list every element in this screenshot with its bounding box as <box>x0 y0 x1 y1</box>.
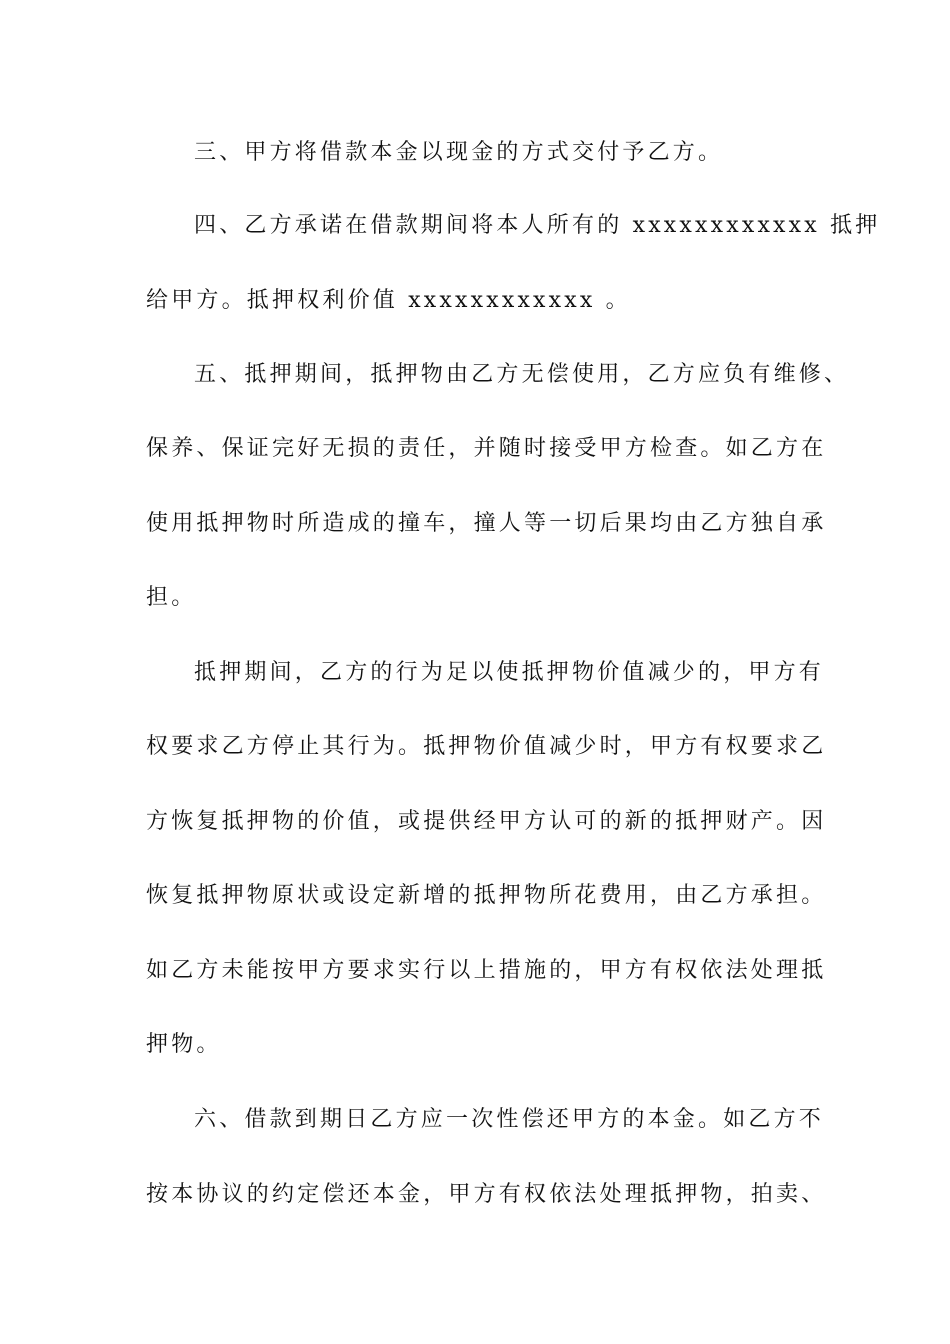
paragraph-mortgage-line-3: 方恢复抵押物的价值，或提供经甲方认可的新的抵押财产。因 <box>146 809 827 834</box>
clause-5-line-1: 五、抵押期间，抵押物由乙方无偿使用，乙方应负有维修、 <box>194 362 850 387</box>
paragraph-mortgage-line-1: 抵押期间，乙方的行为足以使抵押物价值减少的，甲方有 <box>194 660 825 685</box>
clause-4-line-1: 四、乙方承诺在借款期间将本人所有的 xxxxxxxxxxxx 抵押 <box>194 213 881 238</box>
paragraph-mortgage-line-5: 如乙方未能按甲方要求实行以上措施的，甲方有权依法处理抵 <box>146 958 827 983</box>
paragraph-mortgage-line-2: 权要求乙方停止其行为。抵押物价值减少时，甲方有权要求乙 <box>146 734 827 759</box>
clause-5-line-4: 担。 <box>146 585 197 610</box>
paragraph-mortgage-line-4: 恢复抵押物原状或设定新增的抵押物所花费用，由乙方承担。 <box>146 883 827 908</box>
clause-6-line-2: 按本协议的约定偿还本金，甲方有权依法处理抵押物，拍卖、 <box>146 1182 827 1207</box>
clause-5-line-2: 保养、保证完好无损的责任，并随时接受甲方检查。如乙方在 <box>146 436 827 461</box>
clause-4-line-2: 给甲方。抵押权利价值 xxxxxxxxxxxx 。 <box>146 288 631 313</box>
clause-3-line-1: 三、甲方将借款本金以现金的方式交付予乙方。 <box>194 140 724 165</box>
clause-6-line-1: 六、借款到期日乙方应一次性偿还甲方的本金。如乙方不 <box>194 1107 825 1132</box>
paragraph-mortgage-line-6: 押物。 <box>146 1032 222 1057</box>
clause-5-line-3: 使用抵押物时所造成的撞车，撞人等一切后果均由乙方独自承 <box>146 511 827 536</box>
